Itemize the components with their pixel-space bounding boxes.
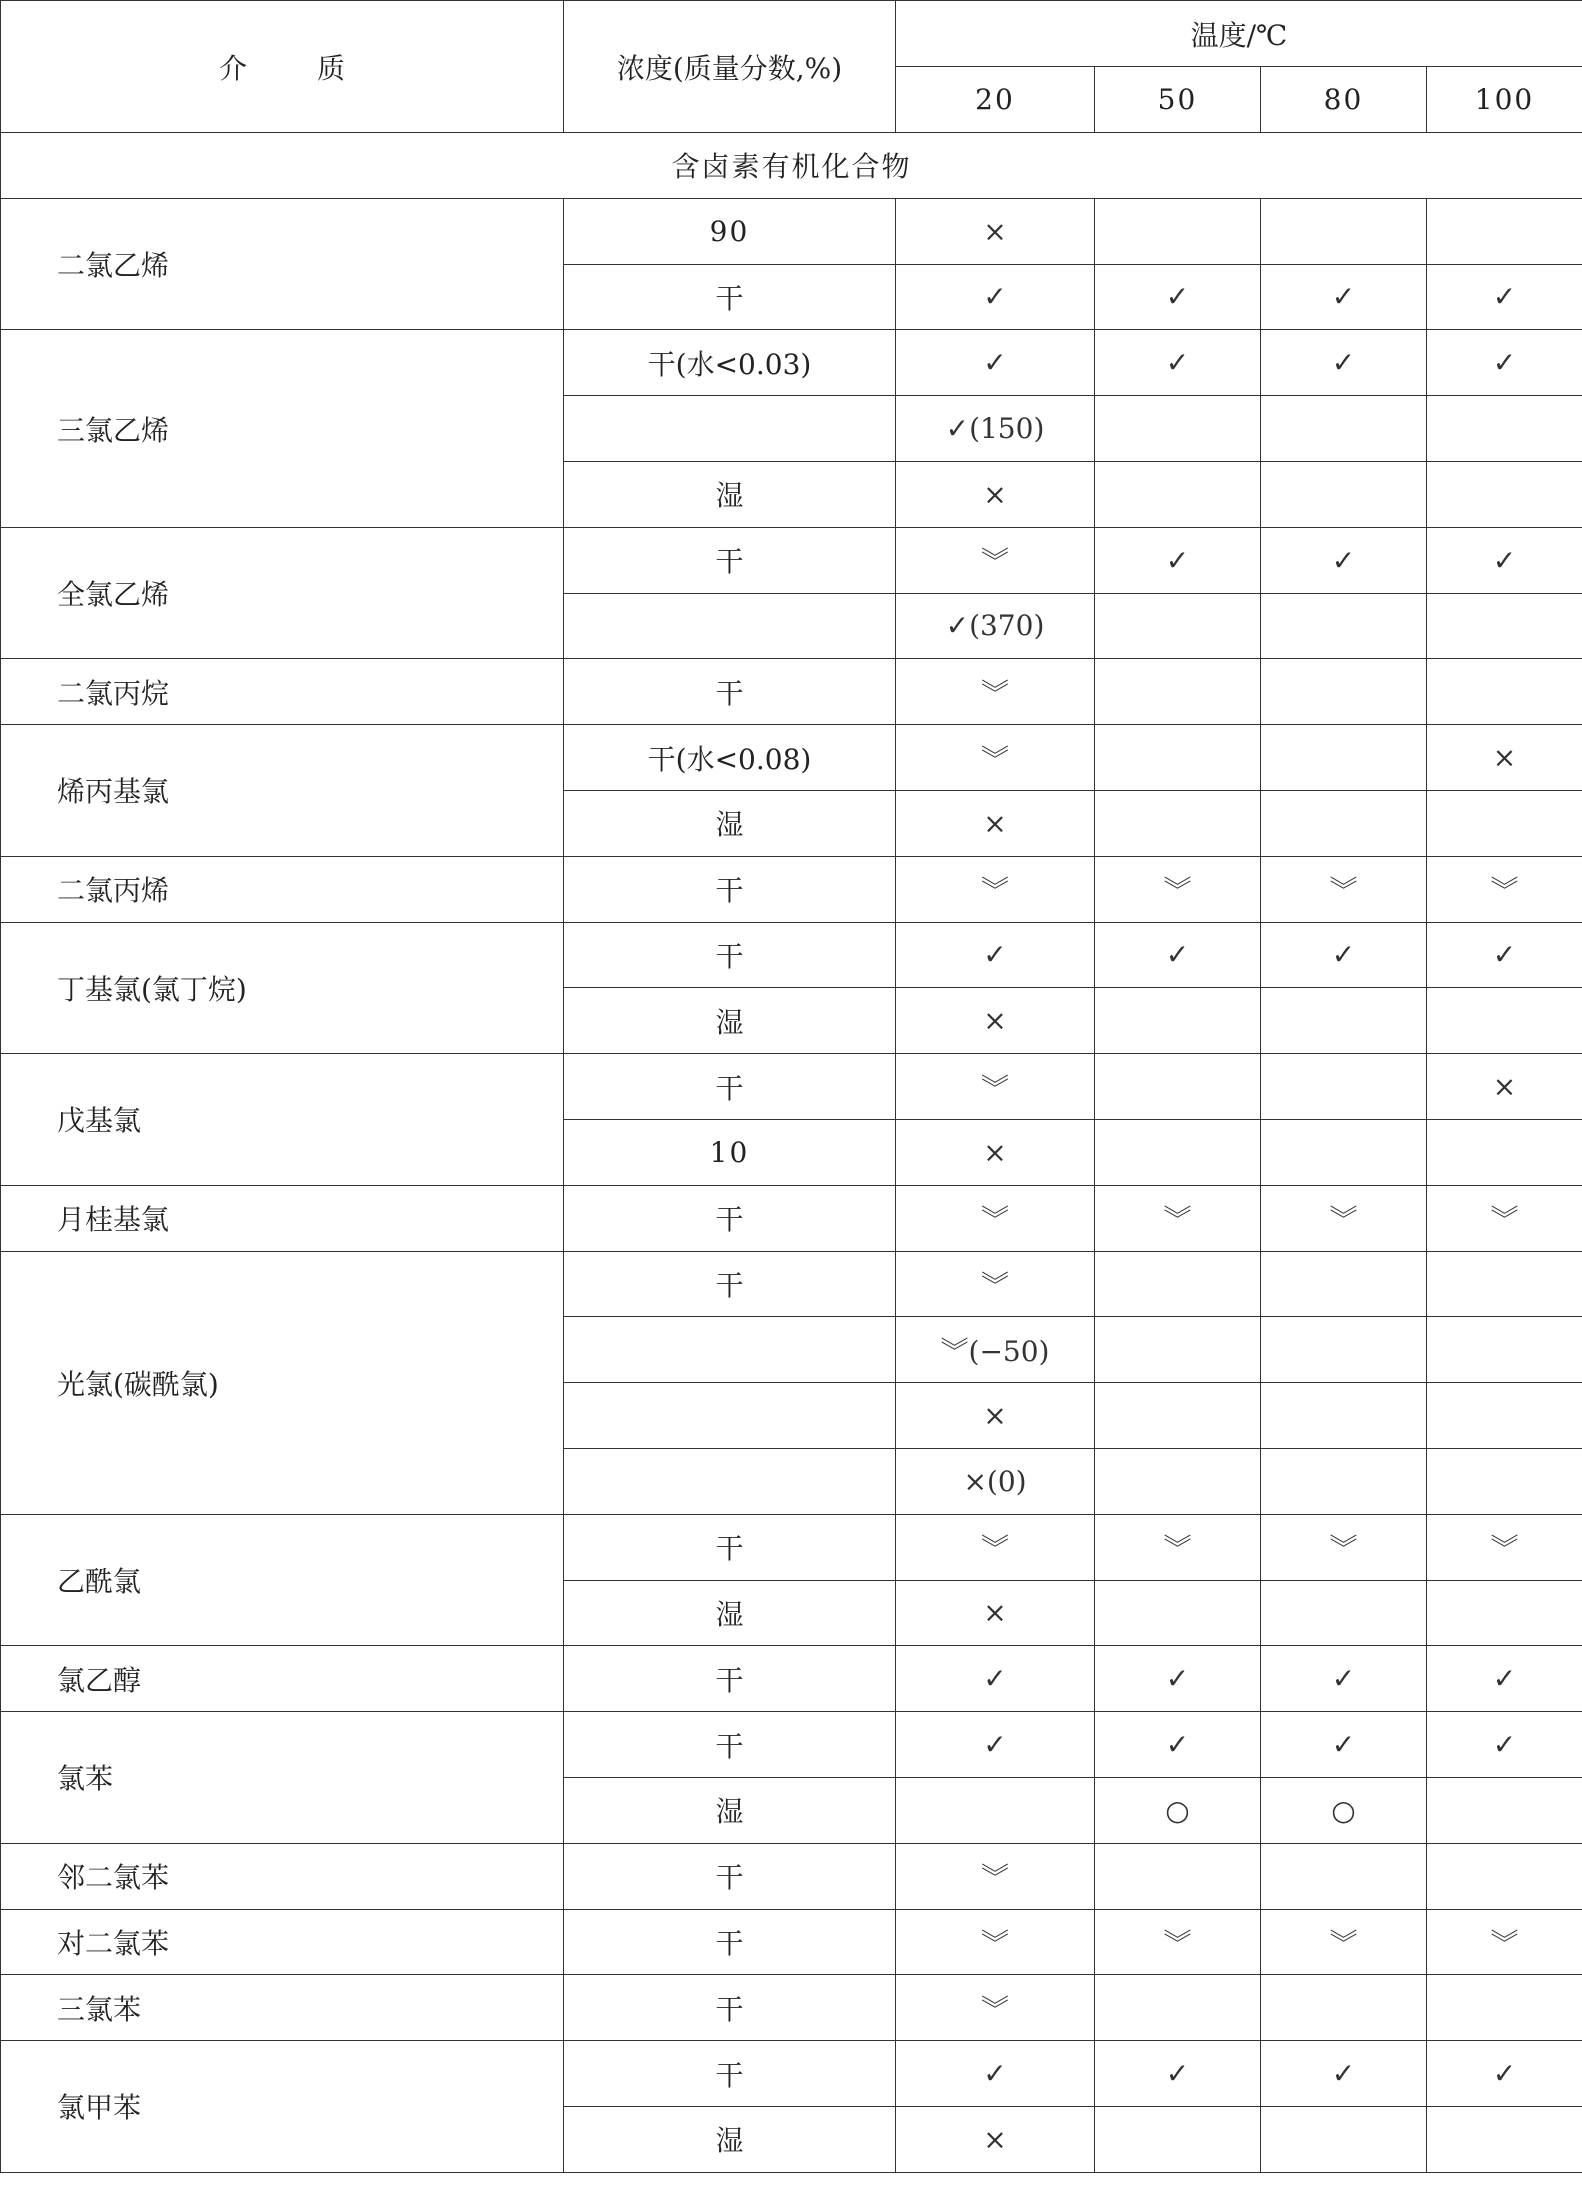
- concentration-cell: 干: [564, 1975, 896, 2041]
- rating-cell: [1095, 1054, 1261, 1120]
- rating-cell: [1427, 1251, 1582, 1317]
- rating-cell: [1427, 988, 1582, 1054]
- rating-cell: [1095, 659, 1261, 725]
- rating-cell: ✓: [1427, 1646, 1582, 1712]
- medium-cell: 烯丙基氯: [1, 725, 564, 857]
- rating-cell: [1095, 790, 1261, 856]
- medium-cell: 对二氯苯: [1, 1909, 564, 1975]
- rating-cell: ✓: [1427, 1712, 1582, 1778]
- medium-cell: 二氯丙烷: [1, 659, 564, 725]
- concentration-cell: 干: [564, 659, 896, 725]
- rating-cell: ✓: [1261, 330, 1427, 396]
- rating-cell: [1261, 593, 1427, 659]
- rating-cell: ✓: [1095, 264, 1261, 330]
- rating-cell: [1427, 1580, 1582, 1646]
- rating-cell: ︾: [896, 1514, 1095, 1580]
- table-row: [1, 1909, 1582, 1975]
- rating-cell: ✓: [1095, 527, 1261, 593]
- rating-cell: [1261, 461, 1427, 527]
- rating-cell: [1261, 198, 1427, 264]
- concentration-cell: 干: [564, 1514, 896, 1580]
- medium-cell: 氯甲苯: [1, 2041, 564, 2173]
- rating-cell: ×: [1427, 1054, 1582, 1120]
- header-temp-80: 80: [1261, 67, 1427, 133]
- rating-cell: [1427, 790, 1582, 856]
- rating-cell: [1427, 593, 1582, 659]
- rating-cell: ︾: [896, 1909, 1095, 1975]
- rating-cell: ✓: [1095, 330, 1261, 396]
- concentration-cell: 干: [564, 2041, 896, 2107]
- header-medium: [1, 1, 564, 133]
- rating-cell: [1427, 1448, 1582, 1514]
- rating-cell: [1095, 725, 1261, 791]
- concentration-cell: 90: [564, 198, 896, 264]
- rating-cell: [1095, 988, 1261, 1054]
- rating-cell: ︾: [1095, 1185, 1261, 1251]
- table-row: [1, 2041, 1582, 2107]
- header-medium-b: 质: [317, 51, 346, 85]
- rating-cell: ✓: [896, 1646, 1095, 1712]
- rating-cell: [1427, 1975, 1582, 2041]
- rating-cell: [1261, 1580, 1427, 1646]
- rating-cell: [1095, 1843, 1261, 1909]
- table-row: [1, 1712, 1582, 1778]
- table-row: [1, 1251, 1582, 1317]
- medium-cell: 三氯乙烯: [1, 330, 564, 527]
- rating-cell: ✓: [1427, 330, 1582, 396]
- concentration-cell: 干: [564, 1251, 896, 1317]
- rating-cell: ✓: [1427, 2041, 1582, 2107]
- rating-cell: ×: [896, 1580, 1095, 1646]
- concentration-cell: [564, 1317, 896, 1383]
- rating-cell: [1095, 1448, 1261, 1514]
- rating-cell: [1427, 396, 1582, 462]
- medium-cell: 氯乙醇: [1, 1646, 564, 1712]
- rating-cell: ︾: [1261, 856, 1427, 922]
- rating-cell: [1261, 1975, 1427, 2041]
- table-row: [1, 330, 1582, 396]
- rating-cell: ︾: [1427, 856, 1582, 922]
- rating-cell: ︾: [896, 725, 1095, 791]
- rating-cell: ︾(−50): [896, 1317, 1095, 1383]
- concentration-cell: 干: [564, 1054, 896, 1120]
- medium-cell: 二氯丙烯: [1, 856, 564, 922]
- rating-cell: [1427, 198, 1582, 264]
- rating-cell: ×: [1427, 725, 1582, 791]
- table-row: [1, 1646, 1582, 1712]
- rating-cell: ︾: [1261, 1514, 1427, 1580]
- rating-cell: ×(0): [896, 1448, 1095, 1514]
- rating-cell: [1261, 1054, 1427, 1120]
- rating-cell: ︾: [896, 659, 1095, 725]
- header-temp-50: 50: [1095, 67, 1261, 133]
- rating-cell: ✓: [896, 264, 1095, 330]
- rating-cell: [1095, 1580, 1261, 1646]
- rating-cell: ✓: [1427, 264, 1582, 330]
- rating-cell: [1095, 1975, 1261, 2041]
- rating-cell: ✓: [896, 1712, 1095, 1778]
- rating-cell: [1427, 2106, 1582, 2172]
- rating-cell: ✓: [1261, 264, 1427, 330]
- rating-cell: ×: [896, 461, 1095, 527]
- concentration-cell: [564, 1448, 896, 1514]
- concentration-cell: [564, 396, 896, 462]
- rating-cell: ︾: [1261, 1909, 1427, 1975]
- medium-cell: 乙酰氯: [1, 1514, 564, 1646]
- rating-cell: ×: [896, 1383, 1095, 1449]
- concentration-cell: 干: [564, 1712, 896, 1778]
- rating-cell: ✓: [1261, 1712, 1427, 1778]
- rating-cell: ✓(150): [896, 396, 1095, 462]
- rating-cell: ✓: [1095, 2041, 1261, 2107]
- concentration-cell: 干: [564, 1843, 896, 1909]
- rating-cell: [1261, 1383, 1427, 1449]
- concentration-cell: 干(水<0.08): [564, 725, 896, 791]
- concentration-cell: 湿: [564, 2106, 896, 2172]
- rating-cell: ○: [1095, 1777, 1261, 1843]
- rating-cell: ○: [1261, 1777, 1427, 1843]
- rating-cell: [1427, 461, 1582, 527]
- rating-cell: ︾: [896, 1251, 1095, 1317]
- rating-cell: ×: [896, 790, 1095, 856]
- rating-cell: ×: [896, 2106, 1095, 2172]
- concentration-cell: 湿: [564, 461, 896, 527]
- rating-cell: ✓: [1261, 2041, 1427, 2107]
- rating-cell: [1427, 1843, 1582, 1909]
- rating-cell: [1095, 1119, 1261, 1185]
- rating-cell: ︾: [1261, 1185, 1427, 1251]
- concentration-cell: 湿: [564, 988, 896, 1054]
- table-row: [1, 1054, 1582, 1120]
- rating-cell: [1095, 593, 1261, 659]
- table-row: [1, 198, 1582, 264]
- rating-cell: [1095, 1383, 1261, 1449]
- concentration-cell: 干: [564, 527, 896, 593]
- rating-cell: [1261, 396, 1427, 462]
- rating-cell: [1261, 988, 1427, 1054]
- concentration-cell: 干(水<0.03): [564, 330, 896, 396]
- medium-cell: 光氯(碳酰氯): [1, 1251, 564, 1514]
- rating-cell: [1261, 1448, 1427, 1514]
- concentration-cell: 干: [564, 264, 896, 330]
- rating-cell: [1427, 1317, 1582, 1383]
- rating-cell: [1095, 461, 1261, 527]
- rating-cell: [1427, 659, 1582, 725]
- table-row: [1, 725, 1582, 791]
- concentration-cell: 干: [564, 856, 896, 922]
- rating-cell: [1427, 1383, 1582, 1449]
- rating-cell: ︾: [1427, 1909, 1582, 1975]
- medium-cell: 氯苯: [1, 1712, 564, 1844]
- concentration-cell: [564, 1383, 896, 1449]
- medium-cell: 戊基氯: [1, 1054, 564, 1186]
- rating-cell: ︾: [1427, 1514, 1582, 1580]
- rating-cell: ×: [896, 198, 1095, 264]
- medium-cell: 月桂基氯: [1, 1185, 564, 1251]
- rating-cell: [1261, 659, 1427, 725]
- rating-cell: ✓: [1427, 527, 1582, 593]
- concentration-cell: 湿: [564, 1580, 896, 1646]
- concentration-cell: 10: [564, 1119, 896, 1185]
- rating-cell: ︾: [896, 856, 1095, 922]
- rating-cell: ︾: [1095, 1909, 1261, 1975]
- table-row: [1, 527, 1582, 593]
- medium-cell: 二氯乙烯: [1, 198, 564, 330]
- rating-cell: [1261, 2106, 1427, 2172]
- table-row: [1, 856, 1582, 922]
- section-title: 含卤素有机化合物: [1, 133, 1582, 199]
- table-row: [1, 1185, 1582, 1251]
- rating-cell: ︾: [896, 1975, 1095, 2041]
- rating-cell: [1261, 725, 1427, 791]
- rating-cell: ︾: [896, 1843, 1095, 1909]
- medium-cell: 三氯苯: [1, 1975, 564, 2041]
- rating-cell: ✓: [1095, 1712, 1261, 1778]
- concentration-cell: 干: [564, 1185, 896, 1251]
- medium-cell: 全氯乙烯: [1, 527, 564, 659]
- header-temp-20: 20: [896, 67, 1095, 133]
- header-medium-a: 介: [218, 51, 247, 85]
- rating-cell: [1095, 1317, 1261, 1383]
- rating-cell: [1095, 396, 1261, 462]
- concentration-cell: 湿: [564, 790, 896, 856]
- concentration-cell: 湿: [564, 1777, 896, 1843]
- table-row: [1, 1514, 1582, 1580]
- medium-cell: 丁基氯(氯丁烷): [1, 922, 564, 1054]
- table-row: [1, 922, 1582, 988]
- rating-cell: ✓: [1095, 1646, 1261, 1712]
- rating-cell: [1261, 1317, 1427, 1383]
- rating-cell: ✓: [1261, 527, 1427, 593]
- table-row: [1, 659, 1582, 725]
- concentration-cell: [564, 593, 896, 659]
- table-row: [1, 1975, 1582, 2041]
- rating-cell: ✓(370): [896, 593, 1095, 659]
- header-temp-100: 100: [1427, 67, 1582, 133]
- rating-cell: ︾: [896, 1185, 1095, 1251]
- header-concentration: 浓度(质量分数,%): [564, 1, 896, 133]
- medium-cell: 邻二氯苯: [1, 1843, 564, 1909]
- table-row: [1, 1843, 1582, 1909]
- rating-cell: [1261, 1251, 1427, 1317]
- rating-cell: ×: [896, 1119, 1095, 1185]
- rating-cell: ︾: [896, 1054, 1095, 1120]
- rating-cell: [1427, 1777, 1582, 1843]
- rating-cell: ✓: [896, 330, 1095, 396]
- rating-cell: [1095, 198, 1261, 264]
- rating-cell: [896, 1777, 1095, 1843]
- rating-cell: ✓: [1095, 922, 1261, 988]
- rating-cell: [1261, 790, 1427, 856]
- rating-cell: ×: [896, 988, 1095, 1054]
- concentration-cell: 干: [564, 1909, 896, 1975]
- rating-cell: ✓: [1261, 922, 1427, 988]
- header-temperature: 温度/℃: [896, 1, 1582, 67]
- rating-cell: ︾: [896, 527, 1095, 593]
- rating-cell: [1427, 1119, 1582, 1185]
- rating-cell: ︾: [1427, 1185, 1582, 1251]
- rating-cell: ✓: [896, 922, 1095, 988]
- concentration-cell: 干: [564, 922, 896, 988]
- rating-cell: ︾: [1095, 1514, 1261, 1580]
- rating-cell: ✓: [896, 2041, 1095, 2107]
- concentration-cell: 干: [564, 1646, 896, 1712]
- rating-cell: [1261, 1843, 1427, 1909]
- rating-cell: [1261, 1119, 1427, 1185]
- rating-cell: ✓: [1261, 1646, 1427, 1712]
- rating-cell: ✓: [1427, 922, 1582, 988]
- rating-cell: ︾: [1095, 856, 1261, 922]
- rating-cell: [1095, 1251, 1261, 1317]
- rating-cell: [1095, 2106, 1261, 2172]
